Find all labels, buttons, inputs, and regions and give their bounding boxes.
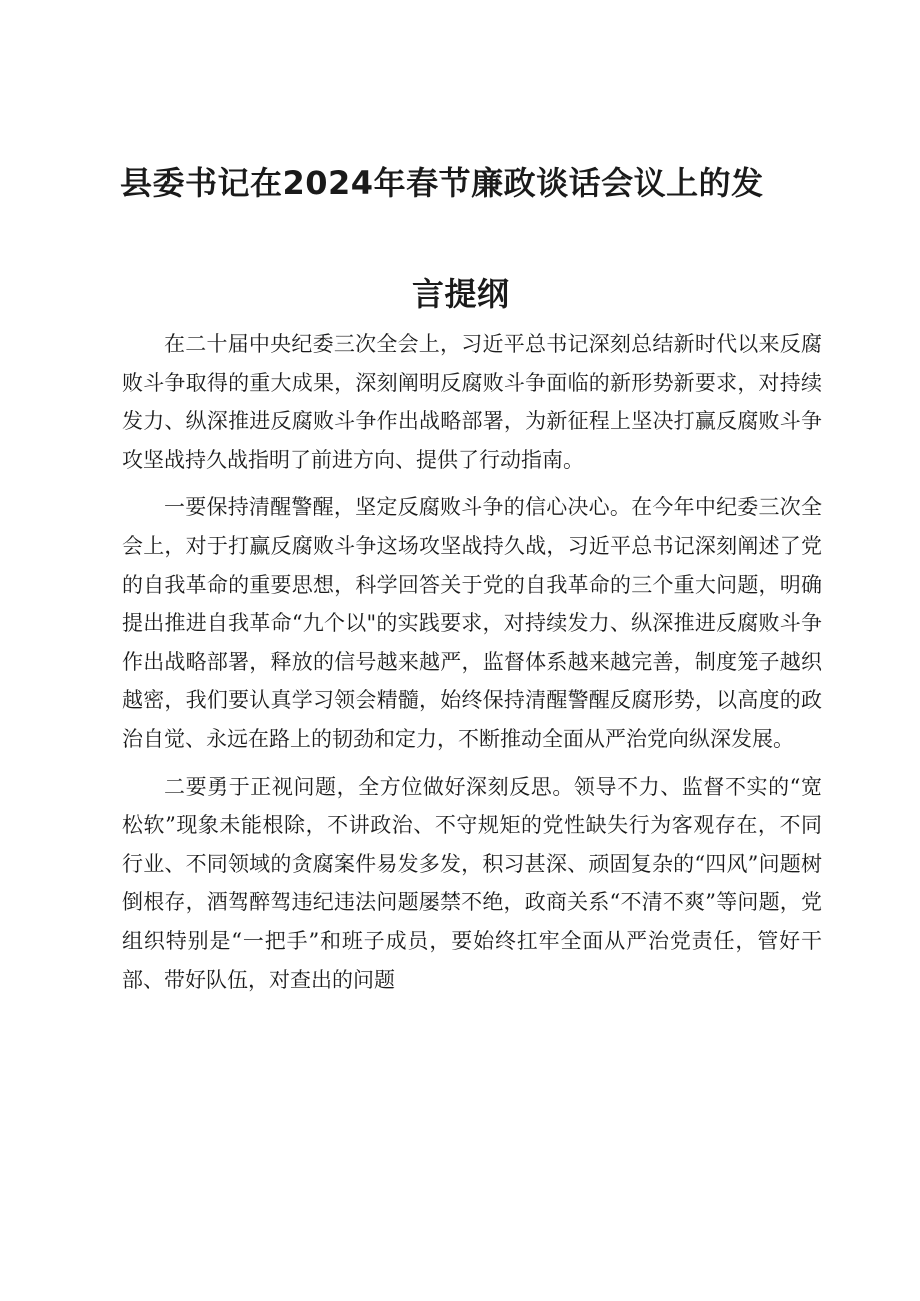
paragraph-intro: 在二十届中央纪委三次全会上，习近平总书记深刻总结新时代以来反腐败斗争取得的重大成果，深刻阐明反腐败斗争面临的新形势新要求，对持续发力、纵深推进反腐败斗争作出战略部署，为新征程上坚决打赢反腐败斗争攻坚战持久战指明了前进方向、提供了行动指南。: [122, 332, 822, 472]
paragraph-point-1: 一要保持清醒警醒，坚定反腐败斗争的信心决心。在今年中纪委三次全会上，对于打赢反腐败斗争这场攻坚战持久战，习近平总书记深刻阐述了党的自我革命的重要思想，科学回答关于党的自我革命的三个重大问题，明确提出推进自我革命“九个以"的实践要求，对持续发力、纵深推进反腐败斗争作出战略部署，释放的信号越来越严，监督体系越来越完善，制度笼子越织越密，我们要认真学习领会精髓，始终保持清醒警醒反腐形势，以高度的政治自觉、永远在路上的韧劲和定力，不断推动全面从严治党向纵深发展。: [122, 495, 822, 751]
document-title-line-2: 言提纲: [412, 275, 510, 313]
document-title-line-1: 县委书记在2024年春节廉政谈话会议上的发: [120, 164, 764, 202]
paragraph-point-2: 二要勇于正视问题，全方位做好深刻反思。领导不力、监督不实的“宽松软”现象未能根除，不讲政治、不守规矩的党性缺失行为客观存在，不同行业、不同领域的贪腐案件易发多发，积习甚深、顽固复杂的“四风”问题树倒根存，酒驾醉驾违纪违法问题屡禁不绝，政商关系“不清不爽”等问题，党组织特别是“一把手”和班子成员，要始终扛牢全面从严治党责任，管好干部、带好队伍，对查出的问题: [122, 774, 822, 992]
document-body: [122, 325, 822, 999]
